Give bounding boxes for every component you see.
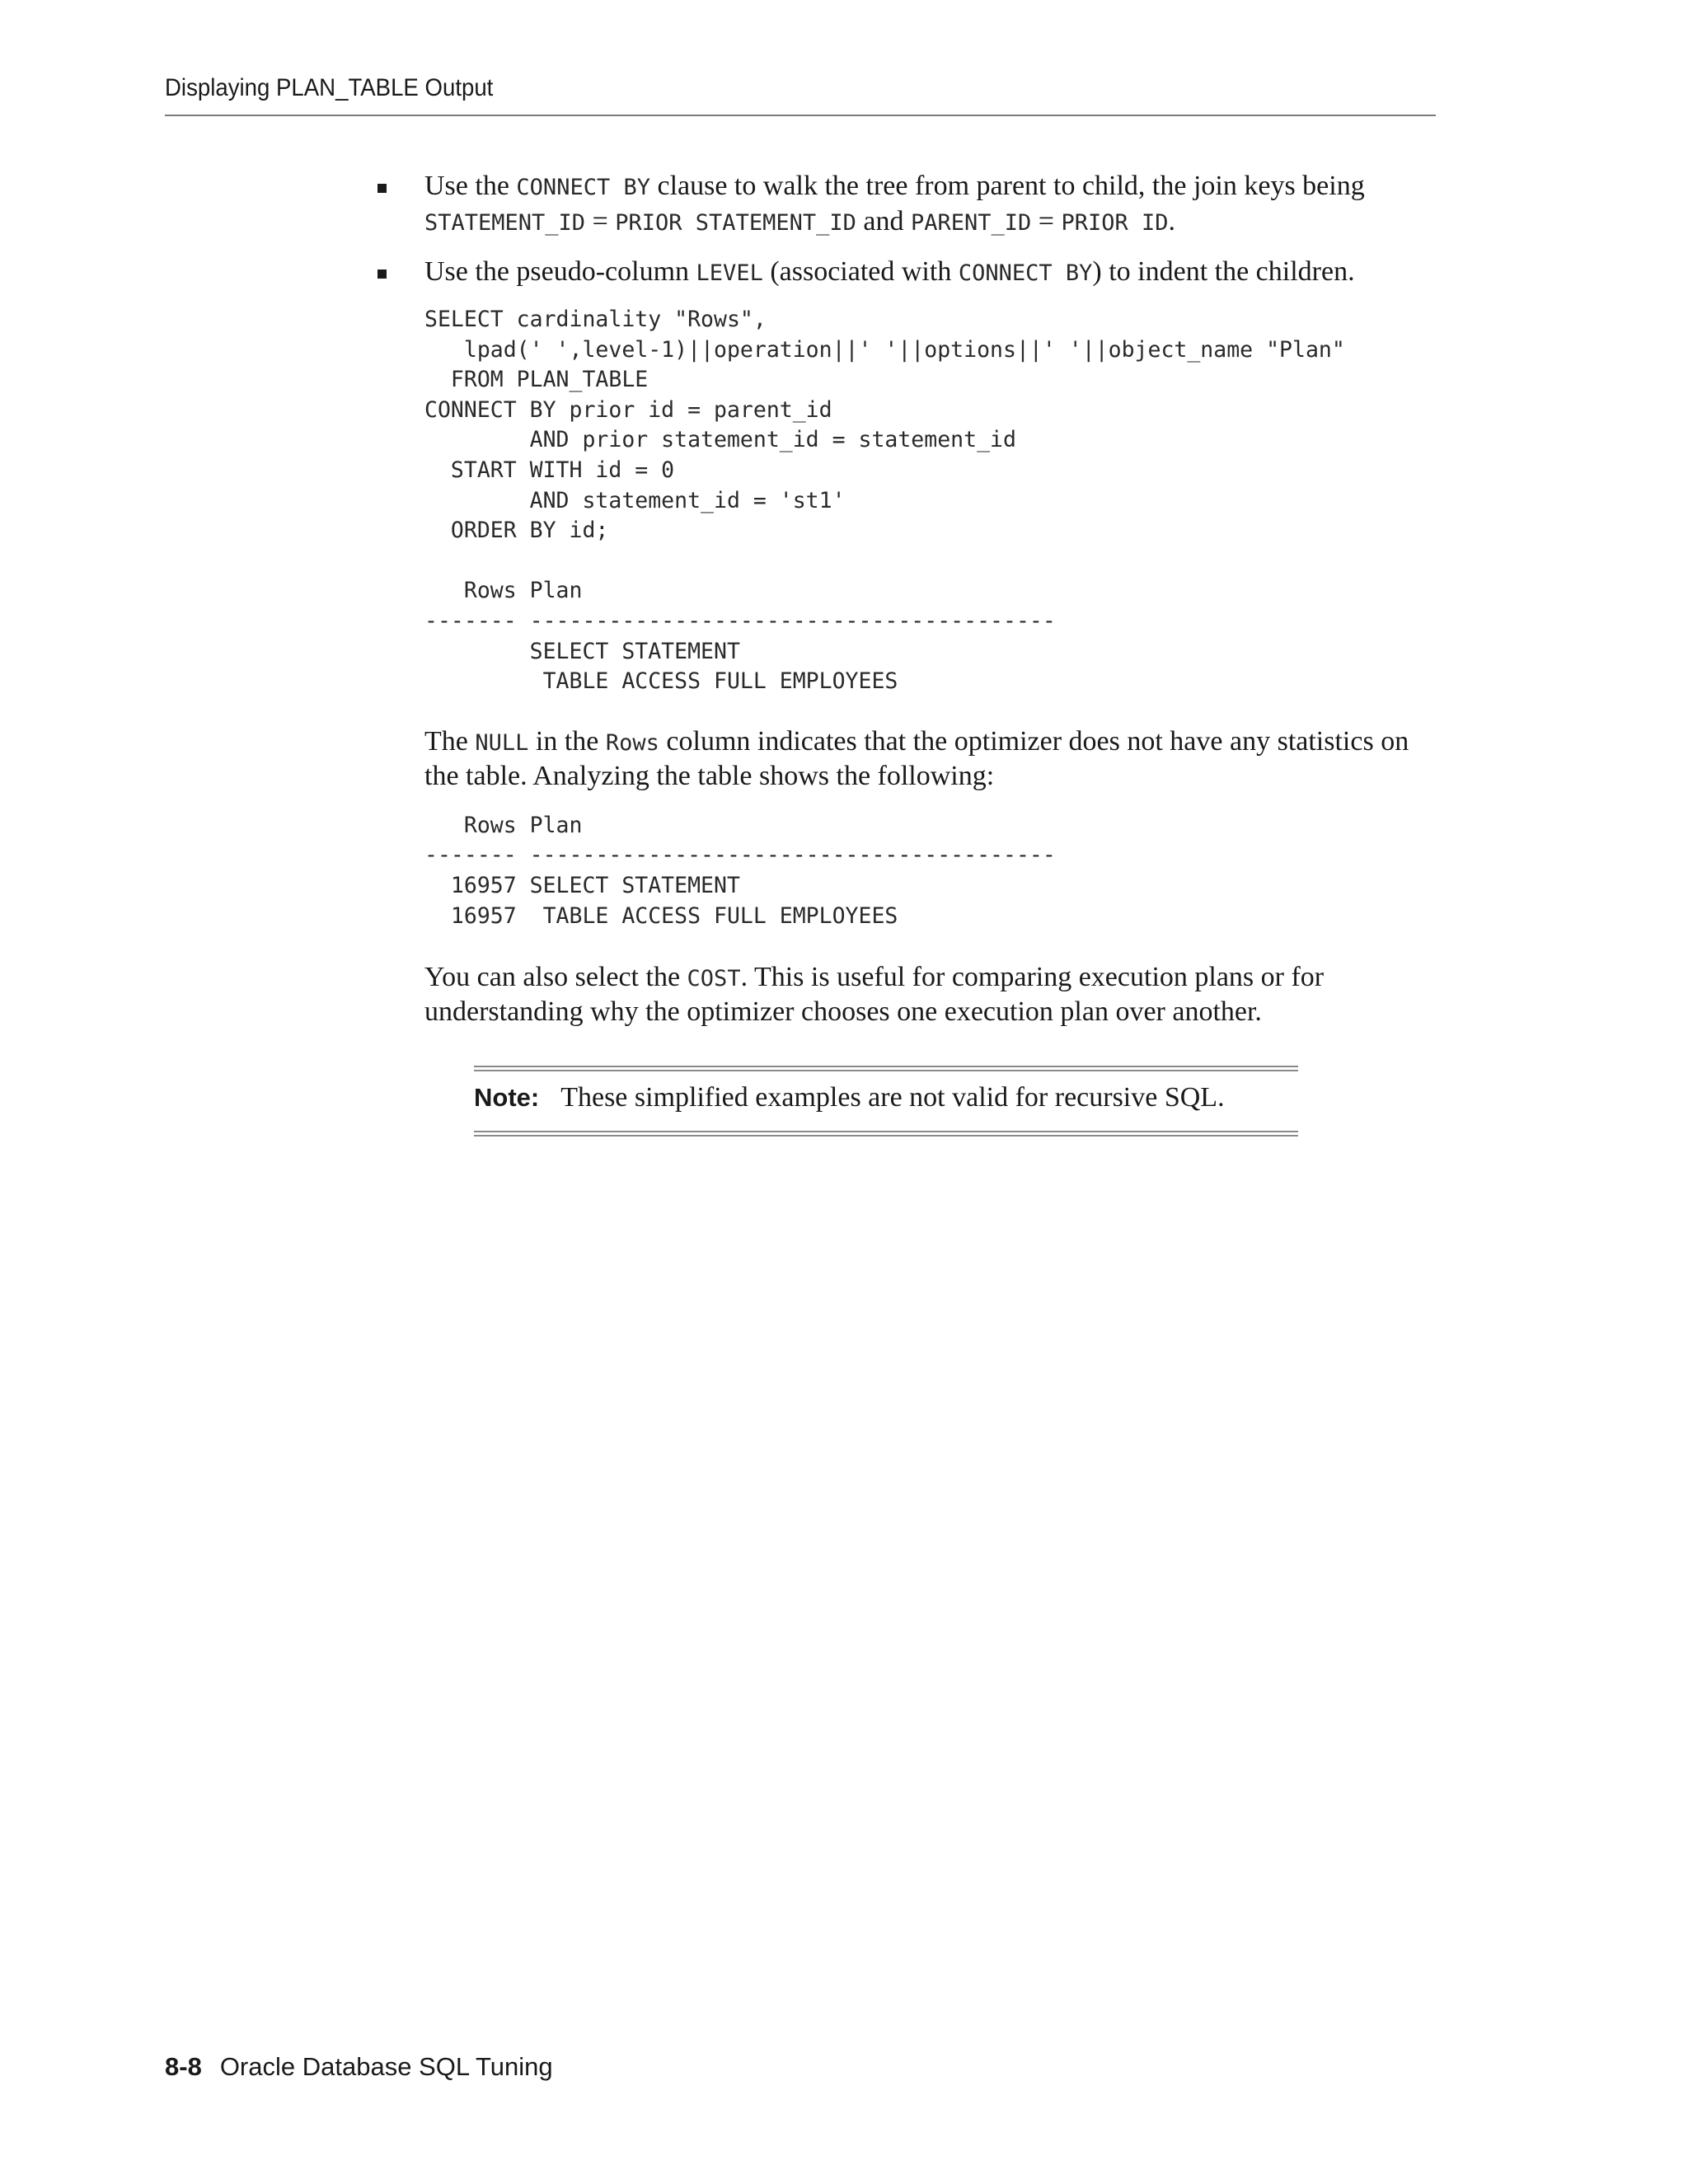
text-segment: clause to walk the tree from parent to child, the join keys being [649, 171, 1365, 201]
main-content [424, 169, 1447, 1137]
analyzed-output-code-block: Rows Plan ------- ---------------------------------------- 16957 SELECT STATEMENT 16957 TABLE ACCESS FULL EMPLOYEES [424, 812, 1056, 929]
text-segment: Use the [424, 171, 517, 201]
running-header-title: Displaying PLAN_TABLE Output [165, 74, 494, 101]
page-footer [165, 2052, 553, 2082]
text-segment: Use the pseudo-column [424, 256, 696, 287]
square-bullet-icon [377, 269, 387, 279]
code-term: PRIOR STATEMENT_ID [615, 210, 856, 236]
text-segment: = [1031, 206, 1062, 237]
code-term: PRIOR ID [1061, 210, 1169, 236]
text-segment: The [424, 725, 476, 757]
page-number: 8-8 [165, 2052, 202, 2081]
text-segment: in the [528, 725, 606, 757]
note-bottom-rule [474, 1131, 1298, 1137]
note-box [474, 1066, 1298, 1137]
code-term: COST [687, 966, 741, 992]
code-term: CONNECT BY [958, 260, 1093, 286]
text-segment: . [1168, 206, 1176, 237]
text-segment: column indicates that the optimizer does not have any statistics on the table. Analyzing the table shows the following: [424, 725, 1409, 791]
code-term: LEVEL [696, 260, 763, 286]
header-rule [165, 115, 1436, 116]
note-content [474, 1071, 1298, 1131]
note-text: These simplified examples are not valid for recursive SQL. [560, 1082, 1225, 1113]
text-segment: and [856, 206, 911, 237]
running-header [165, 74, 493, 102]
text-segment: . This is useful for comparing execution plans or for understanding why the optimizer chooses one execution plan over another. [424, 962, 1325, 1028]
text-segment: (associated with [762, 256, 959, 287]
code-term: Rows [605, 729, 659, 756]
note-top-rule [474, 1066, 1298, 1071]
code-term: CONNECT BY [516, 175, 650, 200]
bullet-list [424, 169, 1447, 290]
null-rows-paragraph [424, 725, 1447, 793]
code-term: STATEMENT_ID [424, 210, 586, 236]
book-title: Oracle Database SQL Tuning [219, 2052, 553, 2081]
code-term: PARENT_ID [910, 210, 1032, 236]
bullet-item-connect-by [424, 169, 1447, 240]
text-segment: = [585, 206, 616, 237]
code-term: NULL [475, 729, 529, 756]
sql-query-code-block: SELECT cardinality "Rows", lpad(' ',level-1)||operation||' '||options||' '||object_name "Plan" FROM PLAN_TABLE CONNECT BY prior id = parent_id AND prior statement_id = statement_id START WITH id = 0 AND statement_id = 'st1' ORDER BY id; Rows Plan ------- ---------------------------------------- SELECT STATEMENT TABLE ACCESS FULL EMPLOYEES [424, 307, 1345, 695]
bullet-item-level [424, 255, 1447, 290]
note-label: Note: [474, 1083, 540, 1113]
cost-paragraph [424, 961, 1447, 1029]
text-segment: ) to indent the children. [1092, 256, 1355, 287]
square-bullet-icon [377, 184, 387, 193]
text-segment: You can also select the [424, 962, 687, 993]
